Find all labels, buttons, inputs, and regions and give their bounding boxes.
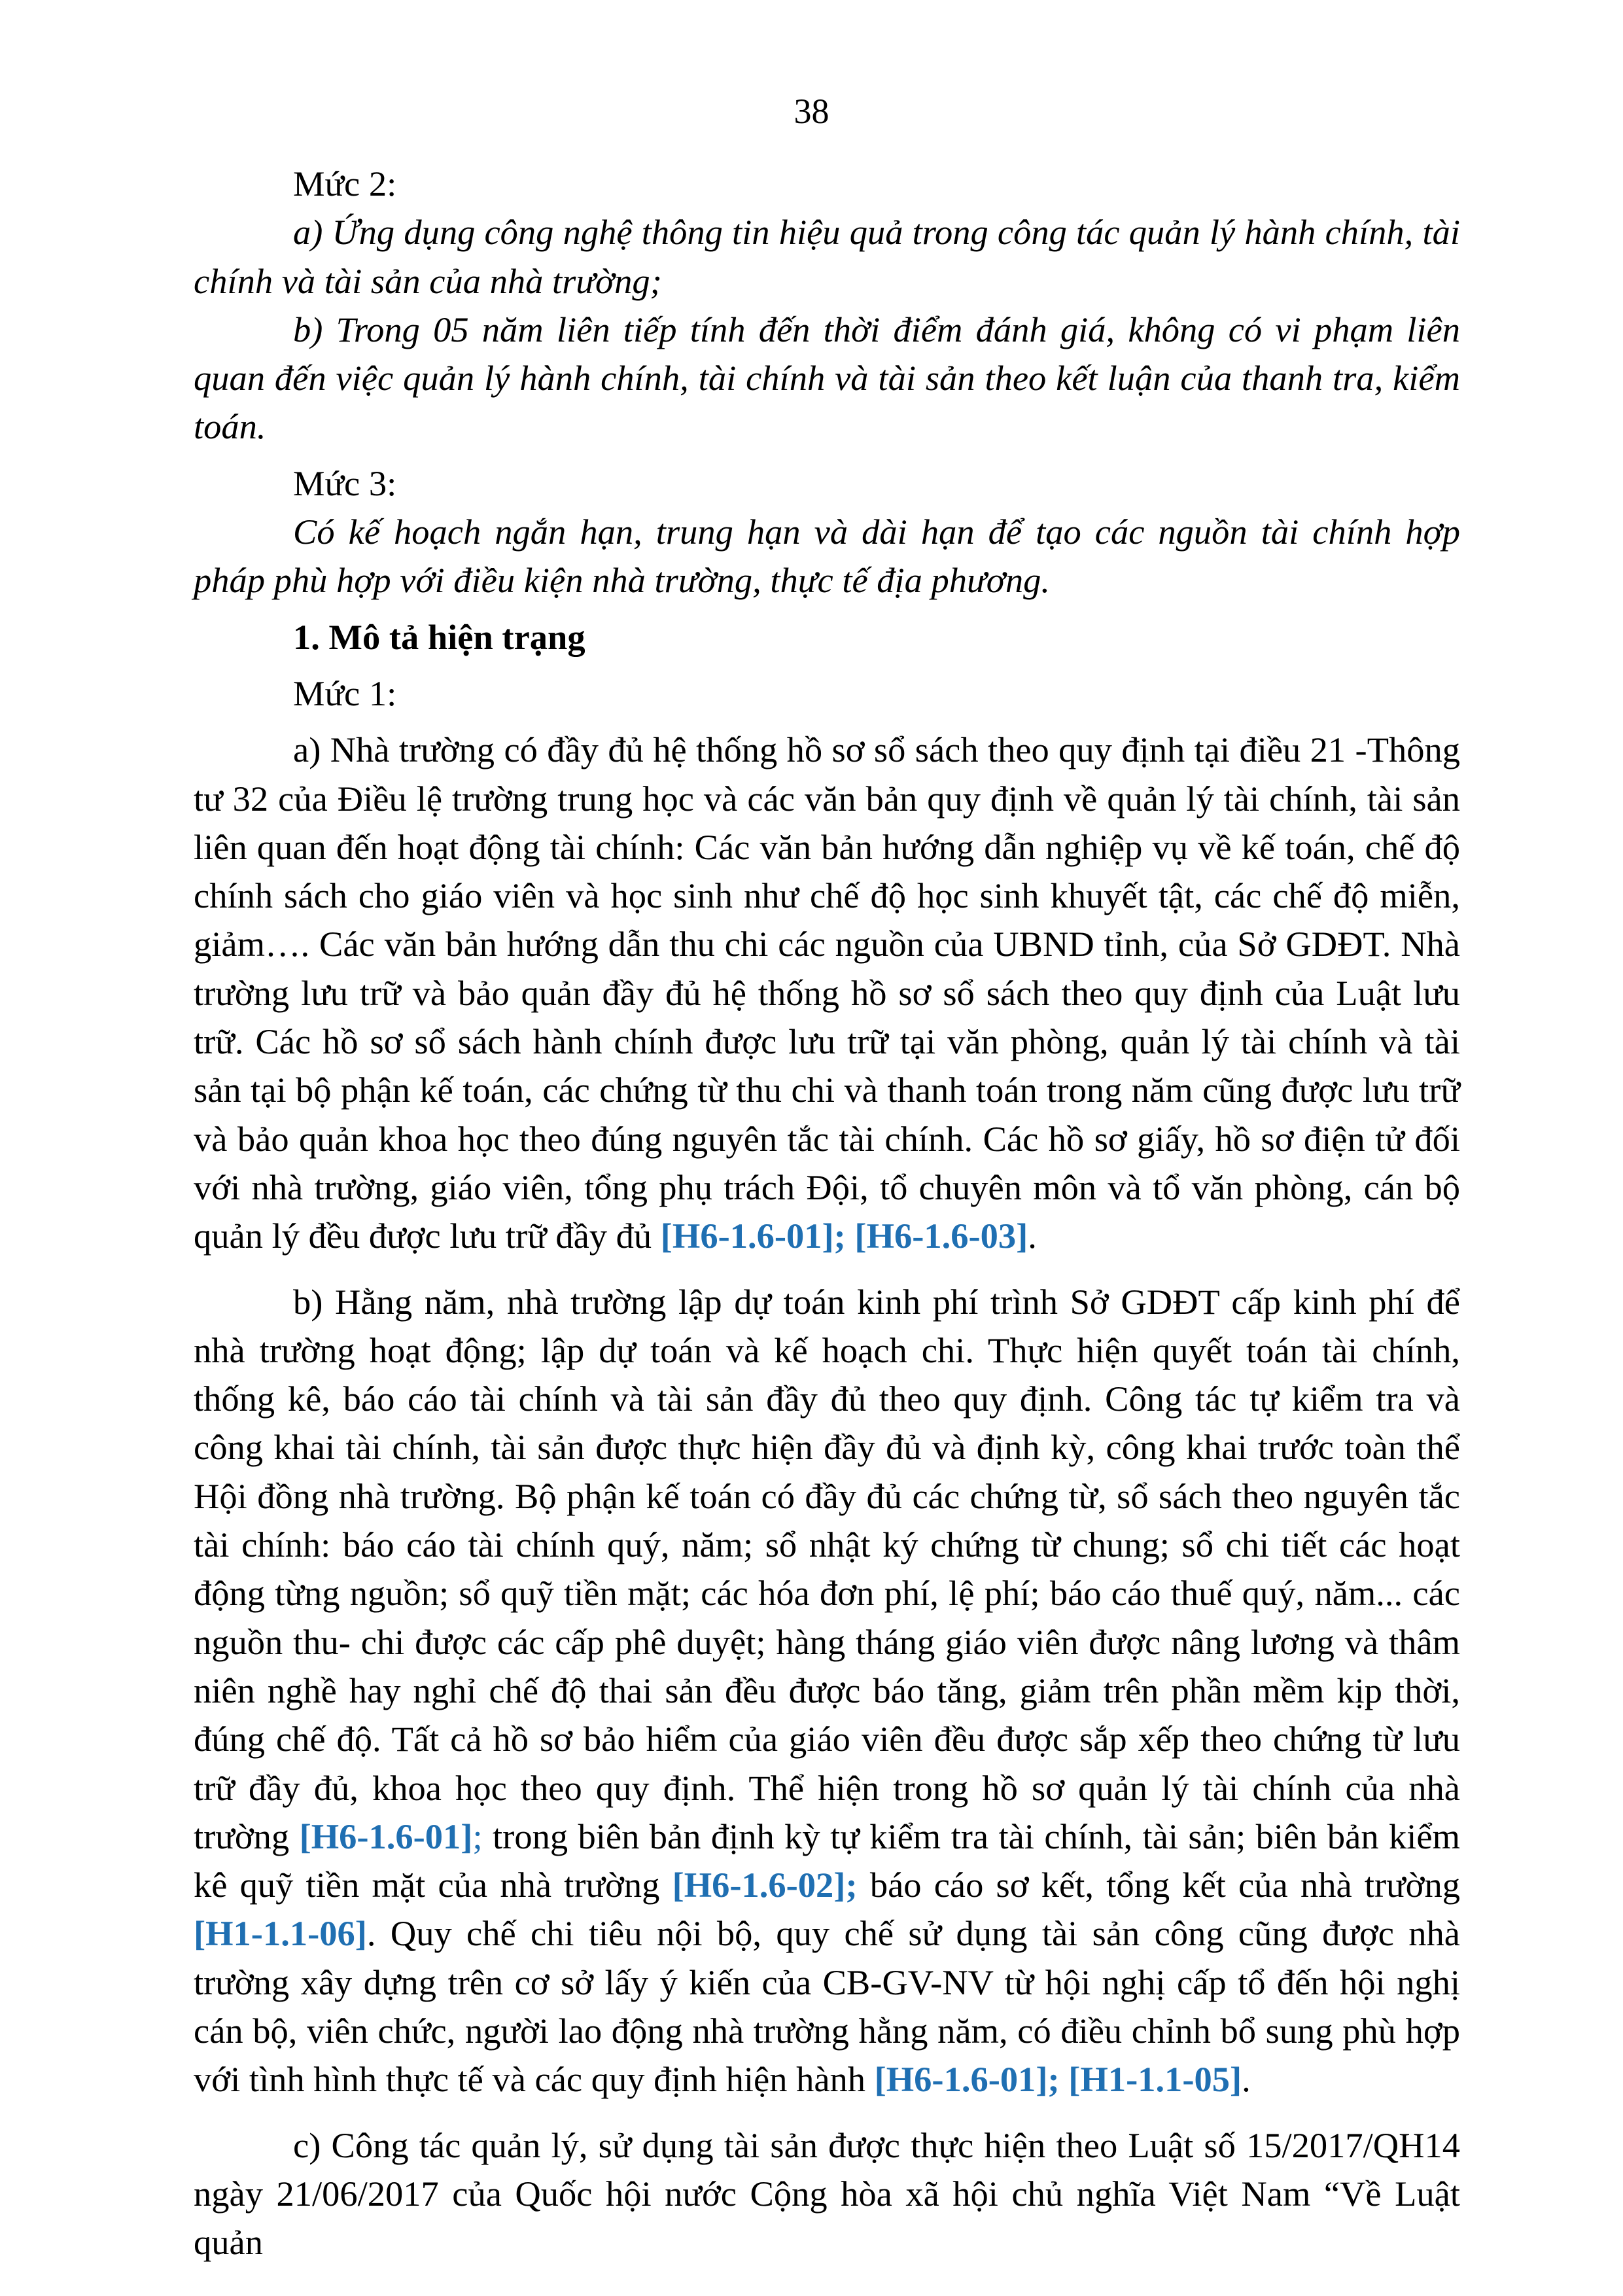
muc3-label: Mức 3: (293, 463, 397, 503)
paragraph-a-end: . (1028, 1216, 1037, 1256)
paragraph-b-text-2: trong biên bản định kỳ tự kiểm tra tài chính, tài sản; biên bản kiểm kê quỹ tiền mặt của nhà trường (194, 1816, 1460, 1905)
evidence-ref: [H1-1.1-05] (1068, 2059, 1242, 2100)
paragraph-b-end: . (1242, 2059, 1251, 2100)
muc3-text: Có kế hoạch ngắn hạn, trung hạn và dài hạn để tạo các nguồn tài chính hợp pháp phù hợp với điều kiện nhà trường, thực tế địa phương. (194, 512, 1460, 601)
ref-separator: ; (845, 1865, 858, 1905)
paragraph-a (194, 726, 1460, 1260)
evidence-ref: [H6-1.6-01]; [H6-1.6-03] (660, 1216, 1028, 1256)
paragraph-a-text: a) Nhà trường có đầy đủ hệ thống hồ sơ sổ sách theo quy định tại điều 21 -Thông tư 32 của Điều lệ trường trung học và các văn bản quy định về quản lý tài chính, tài sản liên quan đến hoạt động tài chính: Các văn bản hướng dẫn nghiệp vụ về kế toán, chế độ chính sách cho giáo viên và học sinh như chế độ học sinh khuyết tật, các chế độ miễn, giảm…. Các văn bản hướng dẫn thu chi các nguồn của UBND tỉnh, của Sở GDĐT. Nhà trường lưu trữ và bảo quản đầy đủ hệ thống hồ sơ sổ sách theo quy định của Luật lưu trữ. Các hồ sơ sổ sách hành chính được lưu trữ tại văn phòng, quản lý tài chính và tài sản tại bộ phận kế toán, các chứng từ thu chi và thanh toán trong năm cũng được lưu trữ và bảo quản khoa học theo đúng nguyên tắc tài chính. Các hồ sơ giấy, hồ sơ điện tử đối với nhà trường, giáo viên, tổng phụ trách Đội, tổ chuyên môn và tổ văn phòng, cán bộ quản lý đều được lưu trữ đầy đủ (194, 730, 1460, 1256)
muc2-item-b: b) Trong 05 năm liên tiếp tính đến thời điểm đánh giá, không có vi phạm liên quan đến việc quản lý hành chính, tài chính và tài sản theo kết luận của thanh tra, kiểm toán. (194, 309, 1460, 447)
ref-separator: ; (472, 1816, 483, 1856)
muc2-item-a: a) Ứng dụng công nghệ thông tin hiệu quả trong công tác quản lý hành chính, tài chính và tài sản của nhà trường; (194, 212, 1460, 301)
paragraph-b (194, 1278, 1460, 2104)
evidence-ref: [H6-1.6-01] (874, 2059, 1048, 2100)
paragraph-b-text-4: . Quy chế chi tiêu nội bộ, quy chế sử dụng tài sản công cũng được nhà trường xây dựng trên cơ sở lấy ý kiến của CB-GV-NV từ hội nghị cấp tổ đến hội nghị cán bộ, viên chức, người lao động nhà trường hằng năm, có điều chỉnh bổ sung phù hợp với tình hình thực tế và các quy định hiện hành (194, 1913, 1460, 2100)
paragraph-b-text-3: báo cáo sơ kết, tổng kết của nhà trường (857, 1865, 1460, 1905)
muc2-label: Mức 2: (293, 164, 397, 203)
paragraph-b-text-1: b) Hằng năm, nhà trường lập dự toán kinh phí trình Sở GDĐT cấp kinh phí để nhà trường hoạt động; lập dự toán và kế hoạch chi. Thực hiện quyết toán tài chính, thống kê, báo cáo tài chính và tài sản đầy đủ theo quy định. Công tác tự kiểm tra và công khai tài chính, tài sản được thực hiện đầy đủ và định kỳ, công khai trước toàn thể Hội đồng nhà trường. Bộ phận kế toán có đầy đủ các chứng từ, sổ sách theo nguyên tắc tài chính: báo cáo tài chính quý, năm; sổ nhật ký chứng từ chung; sổ chi tiết các hoạt động từng nguồn; sổ quỹ tiền mặt; các hóa đơn phí, lệ phí; báo cáo thuế quý, năm... các nguồn thu- chi được các cấp phê duyệt; hàng tháng giáo viên được nâng lương và thâm niên nghề hay nghỉ chế độ thai sản đều được báo tăng, giảm trên phần mềm kịp thời, đúng chế độ. Tất cả hồ sơ bảo hiểm của giáo viên đều được sắp xếp theo chứng từ lưu trữ đầy đủ, khoa học theo quy định. Thể hiện trong hồ sơ quản lý tài chính của nhà trường (194, 1281, 1460, 1856)
muc1-label: Mức 1: (293, 673, 397, 713)
evidence-ref: [H1-1.1-06] (194, 1913, 367, 1954)
page-number: 38 (794, 92, 829, 131)
evidence-ref: [H6-1.6-01] (299, 1816, 473, 1856)
section-heading: 1. Mô tả hiện trạng (293, 616, 585, 657)
paragraph-b-text-5 (1060, 2059, 1069, 2099)
evidence-ref: [H6-1.6-02] (672, 1865, 846, 1905)
paragraph-c: c) Công tác quản lý, sử dụng tài sản được thực hiện theo Luật số 15/2017/QH14 ngày 21/06/2017 của Quốc hội nước Cộng hòa xã hội chủ nghĩa Việt Nam “Về Luật quản (194, 2125, 1460, 2263)
document-body (194, 160, 1460, 2267)
ref-separator: ; (1047, 2059, 1060, 2100)
